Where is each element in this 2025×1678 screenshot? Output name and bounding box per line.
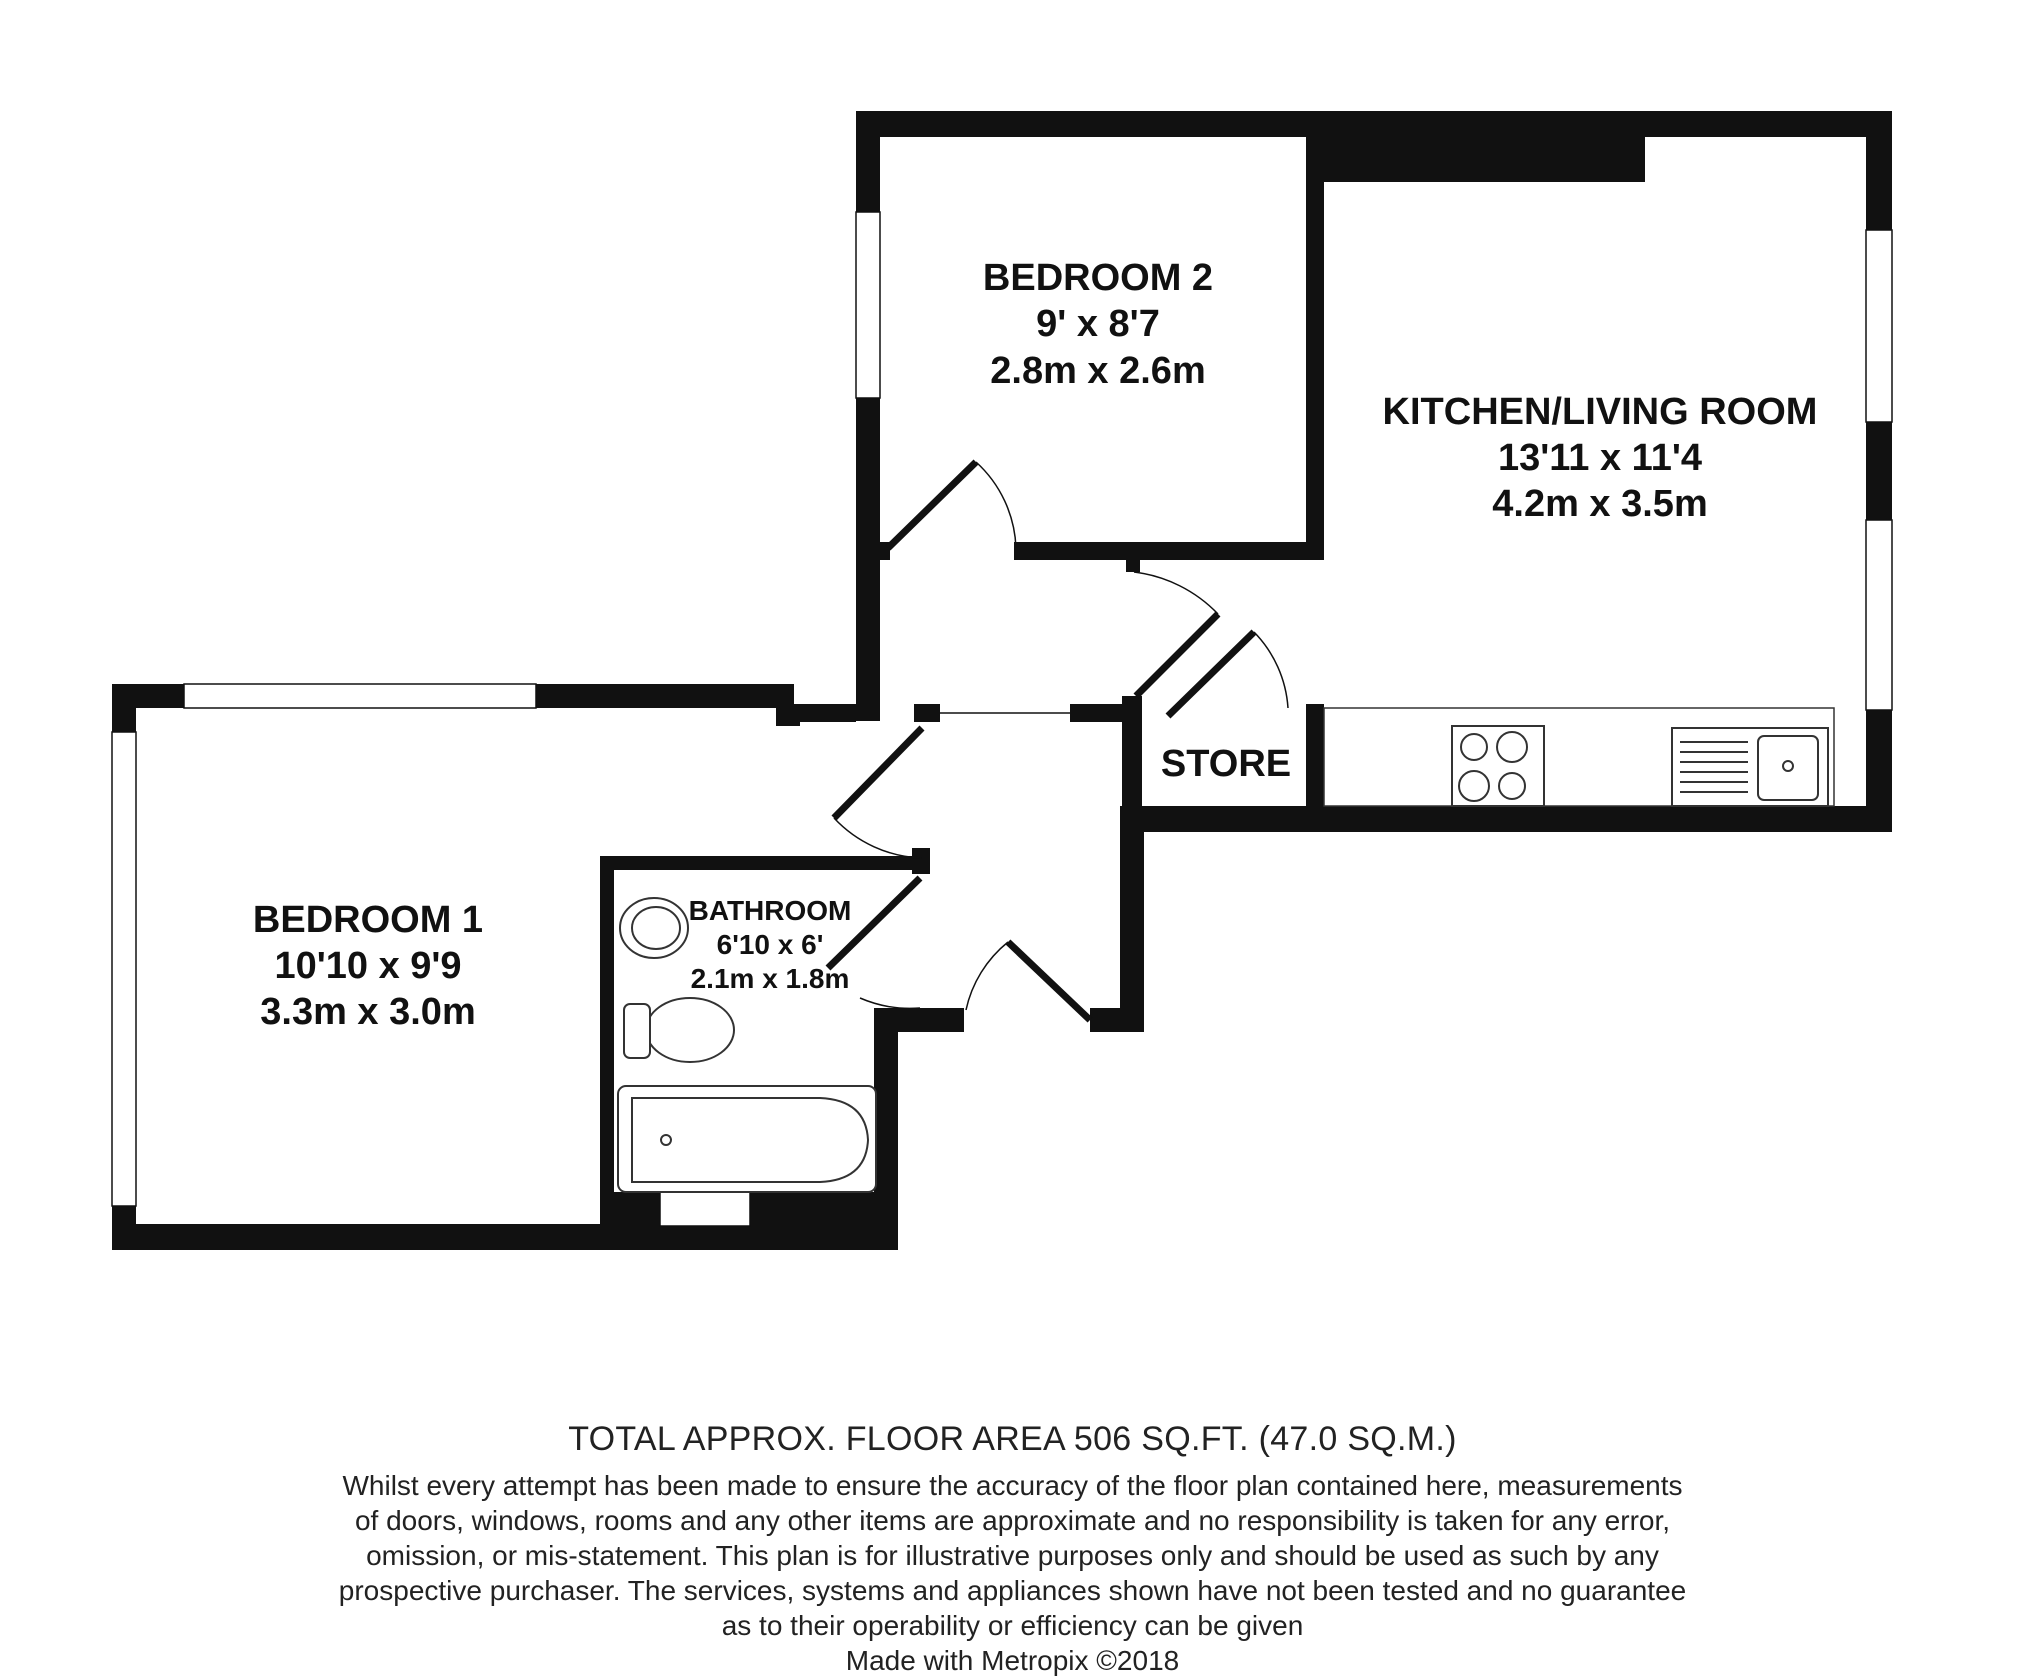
disclaimer-line: as to their operability or efficiency can be given xyxy=(721,1610,1304,1641)
total-floor-area: TOTAL APPROX. FLOOR AREA 506 SQ.FT. (47.0 SQ.M.) xyxy=(568,1420,1457,1458)
door-kitchen-right xyxy=(1168,632,1254,716)
room-size-imperial-bedroom1: 10'10 x 9'9 xyxy=(274,945,462,987)
window-bedroom2-left xyxy=(856,212,880,398)
wall-store-right xyxy=(1306,704,1324,814)
door-kitchen-arc-left xyxy=(1134,572,1218,614)
wall-bed1-top-step xyxy=(776,704,800,726)
wall-left-upper xyxy=(856,111,880,721)
room-size-metric-kitchen: 4.2m x 3.5m xyxy=(1492,483,1708,525)
wall-bed1-bottom xyxy=(112,1224,896,1250)
wall-right xyxy=(1866,111,1892,831)
room-size-metric-bathroom: 2.1m x 1.8m xyxy=(690,963,850,994)
door-bedroom2-arc xyxy=(976,462,1016,548)
wall-bath-top xyxy=(600,856,930,870)
wall-bath-right-upper xyxy=(912,848,930,874)
disclaimer-line: of doors, windows, rooms and any other items are approximate and no responsibility is taken for any error, xyxy=(354,1505,1671,1536)
hob-ring xyxy=(1461,734,1487,760)
disclaimer xyxy=(0,1468,2025,1678)
door-bedroom1-arc xyxy=(834,818,922,858)
hob-ring xyxy=(1459,771,1489,801)
room-name-bathroom: BATHROOM xyxy=(688,895,852,926)
window-bedroom1-top xyxy=(184,684,536,708)
wall-hall-right xyxy=(1120,806,1144,1030)
door-front-arc xyxy=(966,942,1008,1010)
hob-ring xyxy=(1499,773,1525,799)
window-bathroom-bottom xyxy=(660,1192,750,1226)
bath-bottom-block xyxy=(614,1192,896,1226)
room-size-imperial-kitchen: 13'11 x 11'4 xyxy=(1497,437,1703,479)
disclaimer-line: Whilst every attempt has been made to ensure the accuracy of the floor plan contained here, measurements xyxy=(342,1470,1683,1501)
wall-bed2-kitchen xyxy=(1306,130,1324,560)
kitchen-fixtures xyxy=(1324,708,1834,806)
room-size-imperial-bedroom2: 9' x 8'7 xyxy=(1036,303,1160,345)
room-name-bedroom2: BEDROOM 2 xyxy=(982,257,1214,299)
wall-kitchen-bottom xyxy=(1140,806,1892,832)
door-bedroom2 xyxy=(888,462,976,548)
wall-bath-left xyxy=(600,856,614,1228)
wash-basin-bowl xyxy=(632,907,680,949)
toilet-bowl xyxy=(646,998,734,1062)
room-name-kitchen: KITCHEN/LIVING ROOM xyxy=(1382,391,1818,433)
door-kitchen-arc-right xyxy=(1254,632,1288,708)
room-size-metric-bedroom1: 3.3m x 3.0m xyxy=(260,991,476,1033)
disclaimer-line: omission, or mis-statement. This plan is for illustrative purposes only and should be used as such by any xyxy=(366,1540,1659,1571)
hob-ring xyxy=(1497,732,1527,762)
room-size-imperial-bathroom: 6'10 x 6' xyxy=(716,929,824,960)
wall-hall-top-mid xyxy=(914,704,940,722)
wall-store-left xyxy=(1122,696,1142,810)
room-name-store: STORE xyxy=(1160,743,1292,785)
door-jamb xyxy=(1126,560,1140,572)
chimney-breast xyxy=(1310,130,1645,182)
toilet-cistern xyxy=(624,1004,650,1058)
wall-bed2-bottom-right xyxy=(1014,542,1324,560)
wall-hall-bottom-left xyxy=(894,1008,964,1032)
window-kitchen-right-upper xyxy=(1866,230,1892,422)
room-size-metric-bedroom2: 2.8m x 2.6m xyxy=(990,350,1206,392)
bath-drain xyxy=(661,1135,671,1145)
window-kitchen-right-lower xyxy=(1866,520,1892,710)
door-bedroom1 xyxy=(834,728,922,818)
wall-store-top xyxy=(1070,704,1130,722)
disclaimer-line: prospective purchaser. The services, systems and appliances shown have not been tested and no guarantee xyxy=(338,1575,1687,1606)
credit: Made with Metropix ©2018 xyxy=(845,1645,1180,1676)
sink-drain xyxy=(1783,761,1793,771)
window-bedroom1-left xyxy=(112,732,136,1206)
door-bathroom-arc xyxy=(860,998,920,1008)
wall-hall-bottom-right xyxy=(1090,1008,1144,1032)
door-front xyxy=(1008,942,1090,1020)
room-name-bedroom1: BEDROOM 1 xyxy=(252,899,484,941)
